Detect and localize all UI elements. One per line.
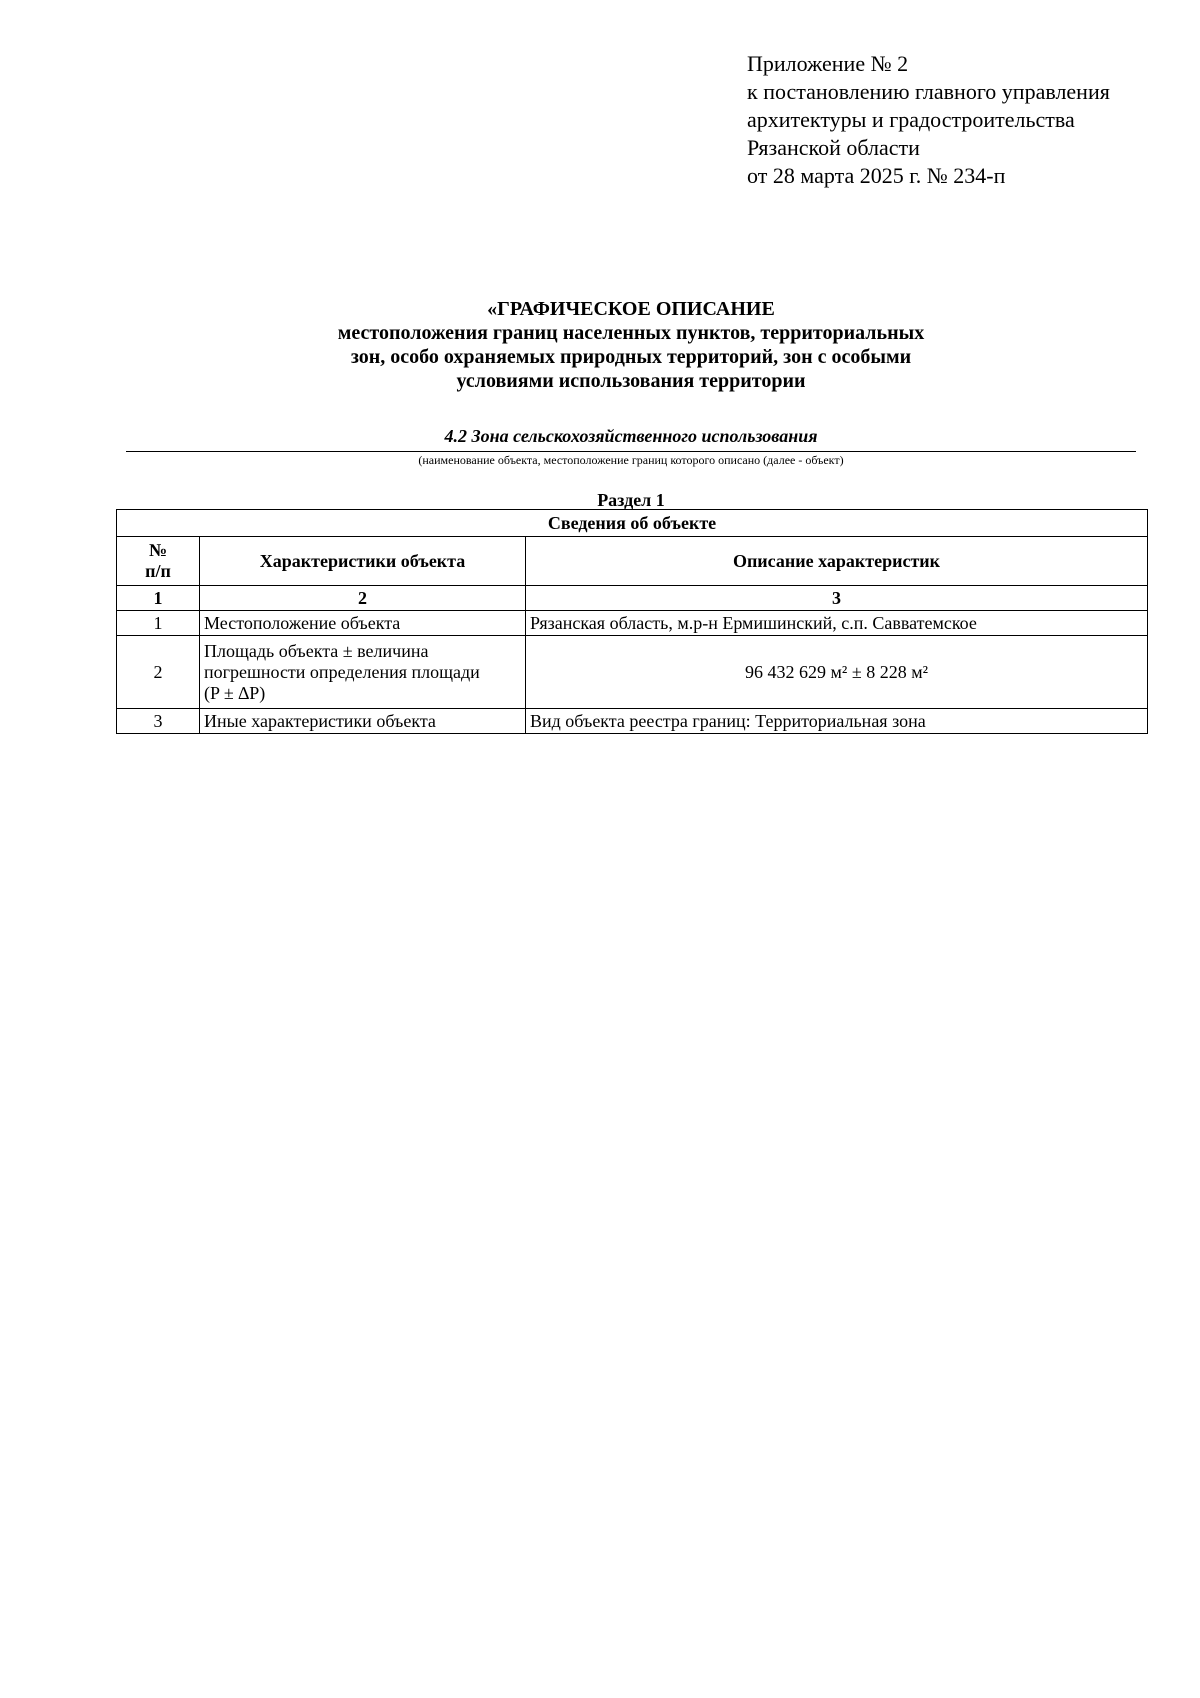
section-title: Раздел 1 <box>597 490 665 510</box>
appendix-line: к постановлению главного управления <box>747 79 1110 104</box>
table-header-row <box>117 537 1148 586</box>
row-characteristic: Иные характеристики объекта <box>200 709 526 734</box>
header-num-line1: № <box>148 540 168 560</box>
appendix-header <box>747 50 1167 190</box>
row-num: 1 <box>117 611 200 636</box>
index-cell: 2 <box>200 586 526 611</box>
object-caption: (наименование объекта, местоположение границ которого описано (далее - объект) <box>418 453 844 467</box>
header-num <box>117 537 200 586</box>
object-info-table <box>116 509 1148 734</box>
appendix-line: от 28 марта 2025 г. № 234-п <box>747 163 1006 188</box>
characteristic-line: (P ± ∆P) <box>204 682 266 703</box>
header-num-line2: п/п <box>145 561 171 581</box>
title-line: зон, особо охраняемых природных территорий, зон с особыми <box>350 346 912 368</box>
header-description: Описание характеристик <box>526 537 1148 586</box>
row-characteristic <box>200 636 526 709</box>
row-characteristic: Местоположение объекта <box>200 611 526 636</box>
document-title <box>116 297 1146 393</box>
index-cell: 1 <box>117 586 200 611</box>
characteristic-line: погрешности определения площади <box>204 661 480 682</box>
header-characteristics: Характеристики объекта <box>200 537 526 586</box>
row-description: 96 432 629 м² ± 8 228 м² <box>526 636 1148 709</box>
table-row <box>117 636 1148 709</box>
appendix-line: архитектуры и градостроительства <box>747 107 1075 132</box>
title-line: местоположения границ населенных пунктов, территориальных <box>337 322 925 344</box>
appendix-line: Приложение № 2 <box>747 51 909 76</box>
object-name: 4.2 Зона сельскохозяйственного использования <box>444 426 818 446</box>
object-underline <box>126 451 1136 452</box>
table-row <box>117 709 1148 734</box>
row-description: Вид объекта реестра границ: Территориальная зона <box>526 709 1148 734</box>
table-index-row <box>117 586 1148 611</box>
table-caption-row <box>117 510 1148 537</box>
row-num: 3 <box>117 709 200 734</box>
title-line: «ГРАФИЧЕСКОЕ ОПИСАНИЕ <box>487 298 775 320</box>
index-cell: 3 <box>526 586 1148 611</box>
table-caption: Сведения об объекте <box>117 510 1148 537</box>
title-line: условиями использования территории <box>456 370 806 392</box>
row-num: 2 <box>117 636 200 709</box>
appendix-line: Рязанской области <box>747 135 920 160</box>
table-row <box>117 611 1148 636</box>
row-description: Рязанская область, м.р-н Ермишинский, с.п. Савватемское <box>526 611 1148 636</box>
characteristic-line: Площадь объекта ± величина <box>204 640 429 661</box>
